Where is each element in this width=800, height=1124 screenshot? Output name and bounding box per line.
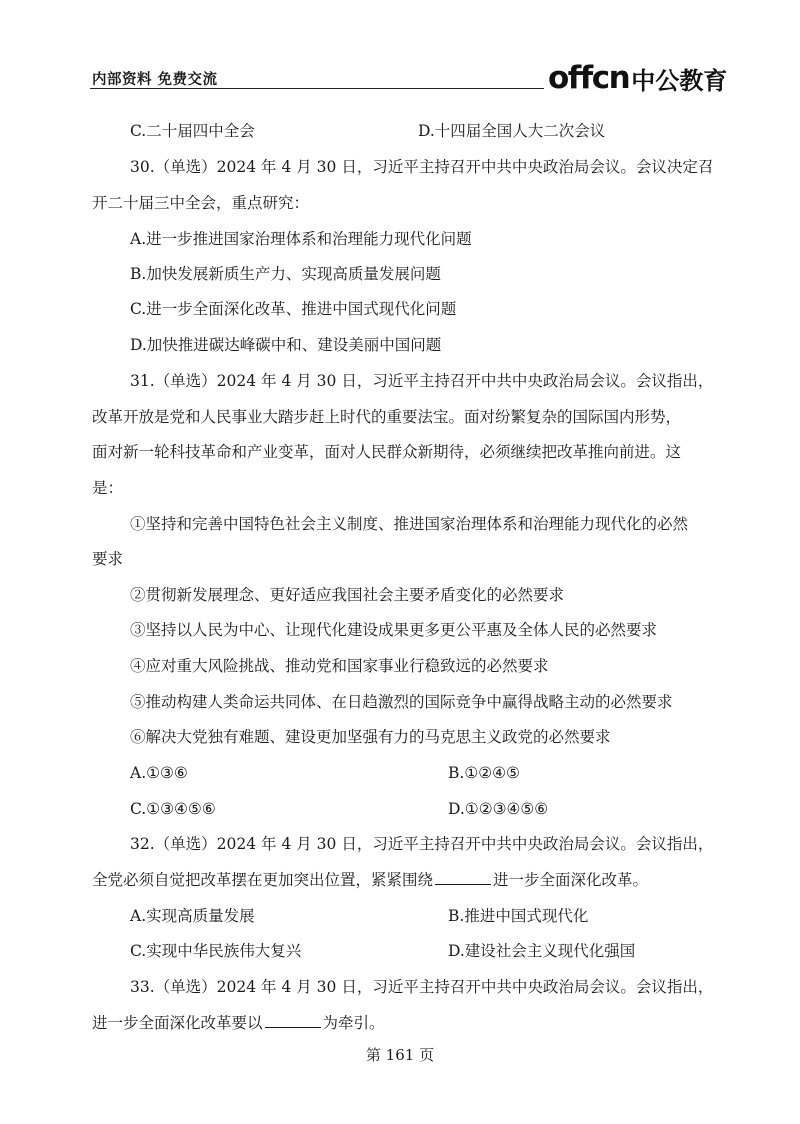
q33-stem-text-before-blank: 进一步全面深化改革要以: [92, 1014, 263, 1032]
q31-stem-line-3: 面对新一轮科技革命和产业变革，面对人民群众新期待，必须继续把改革推向前进。这: [92, 443, 682, 461]
q31-item-4: ④应对重大风险挑战、推动党和国家事业行稳致远的必然要求: [130, 657, 549, 675]
q30-option-d: D.加快推进碳达峰碳中和、建设美丽中国问题: [130, 336, 442, 354]
q32-stem-line-1: 32.（单选）2024 年 4 月 30 日，习近平主持召开中共中央政治局会议。会议指出，: [130, 835, 714, 853]
q33-stem-line-1: 33.（单选）2024 年 4 月 30 日，习近平主持召开中共中央政治局会议。会议指出，: [130, 978, 714, 996]
q33-stem-text-after-blank: 为牵引。: [322, 1014, 385, 1032]
q32-option-c: C.实现中华民族伟大复兴: [130, 942, 302, 960]
q30-stem-line-2: 开二十届三中全会，重点研究：: [92, 194, 310, 212]
q31-stem-line-4: 是：: [92, 479, 124, 497]
q31-option-d: D.①②③④⑤⑥: [448, 800, 549, 818]
q32-stem-line-2: [92, 870, 648, 890]
page-number: 第 161 页: [365, 1046, 435, 1064]
q31-item-1-line-2: 要求: [92, 550, 124, 568]
q31-stem-line-2: 改革开放是党和人民事业大踏步赶上时代的重要法宝。面对纷繁复杂的国际国内形势，: [92, 408, 682, 426]
q31-item-5: ⑤推动构建人类命运共同体、在日趋激烈的国际竞争中赢得战略主动的必然要求: [130, 693, 673, 711]
logo-chinese-text: 中公教育: [631, 67, 728, 95]
header-left-text: 内部资料 免费交流: [92, 72, 218, 88]
q32-option-b: B.推进中国式现代化: [448, 907, 589, 925]
q30-option-a: A.进一步推进国家治理体系和治理能力现代化问题: [130, 230, 472, 248]
q33-answer-blank: [265, 1013, 321, 1028]
q30-stem-line-1: 30.（单选）2024 年 4 月 30 日，习近平主持召开中共中央政治局会议。会议决定召: [130, 158, 714, 176]
offcn-logo: [548, 58, 727, 94]
q29-option-d: D.十四届全国人大二次会议: [418, 122, 606, 140]
q32-answer-blank: [435, 870, 491, 885]
q32-stem-text-after-blank: 进一步全面深化改革。: [493, 871, 649, 889]
logo-latin-text: offcn: [548, 60, 630, 96]
q30-option-c: C.进一步全面深化改革、推进中国式现代化问题: [130, 300, 457, 318]
q32-stem-text-before-blank: 全党必须自觉把改革摆在更加突出位置，紧紧围绕: [92, 871, 434, 889]
q31-option-a: A.①③⑥: [130, 764, 188, 782]
q31-item-6: ⑥解决大党独有难题、建设更加坚强有力的马克思主义政党的必然要求: [130, 728, 611, 746]
q29-option-c: C.二十届四中全会: [130, 122, 255, 140]
q31-stem-line-1: 31.（单选）2024 年 4 月 30 日，习近平主持召开中共中央政治局会议。会议指出，: [130, 372, 714, 390]
header-divider: [90, 88, 544, 89]
q32-option-a: A.实现高质量发展: [130, 907, 255, 925]
q30-option-b: B.加快发展新质生产力、实现高质量发展问题: [130, 265, 441, 283]
q31-option-c: C.①③④⑤⑥: [130, 800, 216, 818]
q32-option-d: D.建设社会主义现代化强国: [448, 942, 636, 960]
q31-option-b: B.①②④⑤: [448, 764, 520, 782]
q31-item-1-line-1: ①坚持和完善中国特色社会主义制度、推进国家治理体系和治理能力现代化的必然: [130, 515, 689, 533]
q33-stem-line-2: [92, 1013, 385, 1033]
q31-item-3: ③坚持以人民为中心、让现代化建设成果更多更公平惠及全体人民的必然要求: [130, 621, 658, 639]
q31-item-2: ②贯彻新发展理念、更好适应我国社会主要矛盾变化的必然要求: [130, 586, 565, 604]
